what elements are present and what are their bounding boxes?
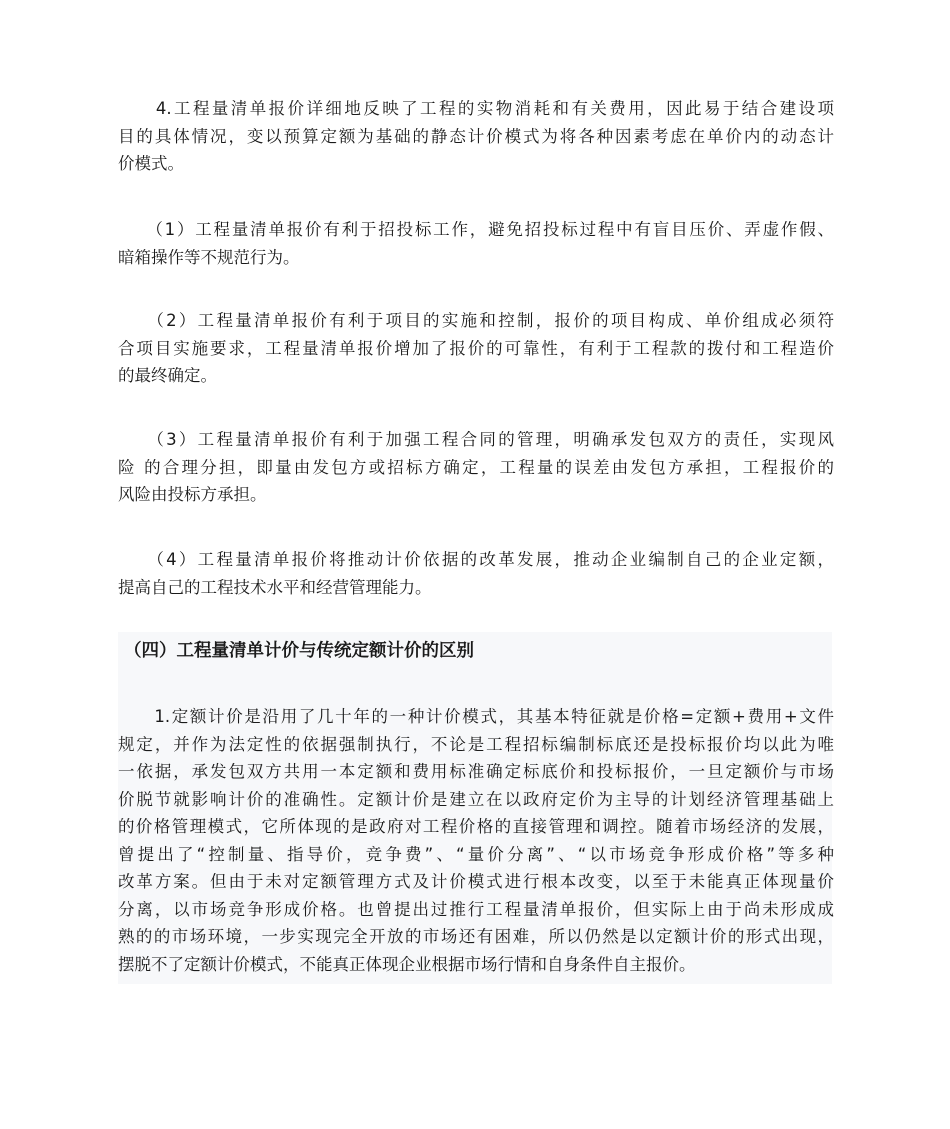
section-heading: （四）工程量清单计价与传统定额计价的区别 [124, 641, 474, 661]
paragraph-item-2 [118, 307, 834, 390]
text-line: 1.定额计价是沿用了几十年的一种计价模式，其基本特征就是价格=定额+费用+文件 [118, 707, 834, 726]
text-line: （1）工程量清单报价有利于招投标工作，避免招投标过程中有盲目压价、弄虚作假、 [118, 220, 834, 239]
text-line: 熟的的市场环境，一步实现完全开放的市场还有困难，所以仍然是以定额计价的形式出现， [118, 927, 834, 946]
text-line: 改革方案。但由于未对定额管理方式及计价模式进行根本改变，以至于未能真正体现量价 [118, 872, 834, 891]
text-line: 暗箱操作等不规范行为。 [118, 247, 300, 267]
paragraph-point-4 [118, 95, 834, 178]
text-line: 4.工程量清单报价详细地反映了工程的实物消耗和有关费用，因此易于结合建设项 [118, 99, 834, 118]
text-line: 价脱节就影响计价的准确性。定额计价是建立在以政府定价为主导的计划经济管理基础上 [118, 789, 834, 809]
text-line: 摆脱不了定额计价模式，不能真正体现企业根据市场行情和自身条件自主报价。 [118, 954, 696, 974]
section-paragraph [118, 703, 834, 978]
text-line: 目的具体情况，变以预算定额为基础的静态计价模式为将各种因素考虑在单价内的动态计 [118, 126, 834, 146]
text-line: 规定，并作为法定性的依据强制执行，不论是工程招标编制标底还是投标报价均以此为唯 [118, 734, 834, 754]
text-line: 的最终确定。 [118, 366, 217, 385]
text-line: 的价格管理模式，它所体现的是政府对工程价格的直接管理和调控。随着市场经济的发展， [118, 817, 834, 836]
text-line: 一依据，承发包双方共用一本定额和费用标准确定标底价和投标报价，一旦定额价与市场 [118, 762, 834, 781]
text-line: 险 的合理分担，即量由发包方或招标方确定，工程量的误差由发包方承担，工程报价的 [118, 457, 834, 477]
text-line: （4）工程量清单报价将推动计价依据的改革发展，推动企业编制自己的企业定额， [118, 550, 834, 569]
paragraph-item-3 [118, 426, 834, 509]
text-line: 提高自己的工程技术水平和经营管理能力。 [118, 577, 432, 597]
text-line: （3）工程量清单报价有利于加强工程合同的管理，明确承发包双方的责任，实现风 [118, 430, 834, 449]
text-line: 曾提出了“控制量、指导价，竞争费”、“量价分离”、“以市场竞争形成价格”等多种 [118, 844, 834, 864]
text-line: 合项目实施要求，工程量清单报价增加了报价的可靠性，有利于工程款的拨付和工程造价 [118, 338, 834, 358]
text-line: 价模式。 [118, 154, 184, 173]
text-line: 风险由投标方承担。 [118, 485, 267, 504]
paragraph-item-4 [118, 546, 834, 601]
text-line: 分离，以市场竞争形成价格。也曾提出过推行工程量清单报价，但实际上由于尚未形成成 [118, 899, 834, 919]
paragraph-item-1 [118, 216, 834, 271]
text-line: （2）工程量清单报价有利于项目的实施和控制，报价的项目构成、单价组成必须符 [118, 311, 834, 330]
